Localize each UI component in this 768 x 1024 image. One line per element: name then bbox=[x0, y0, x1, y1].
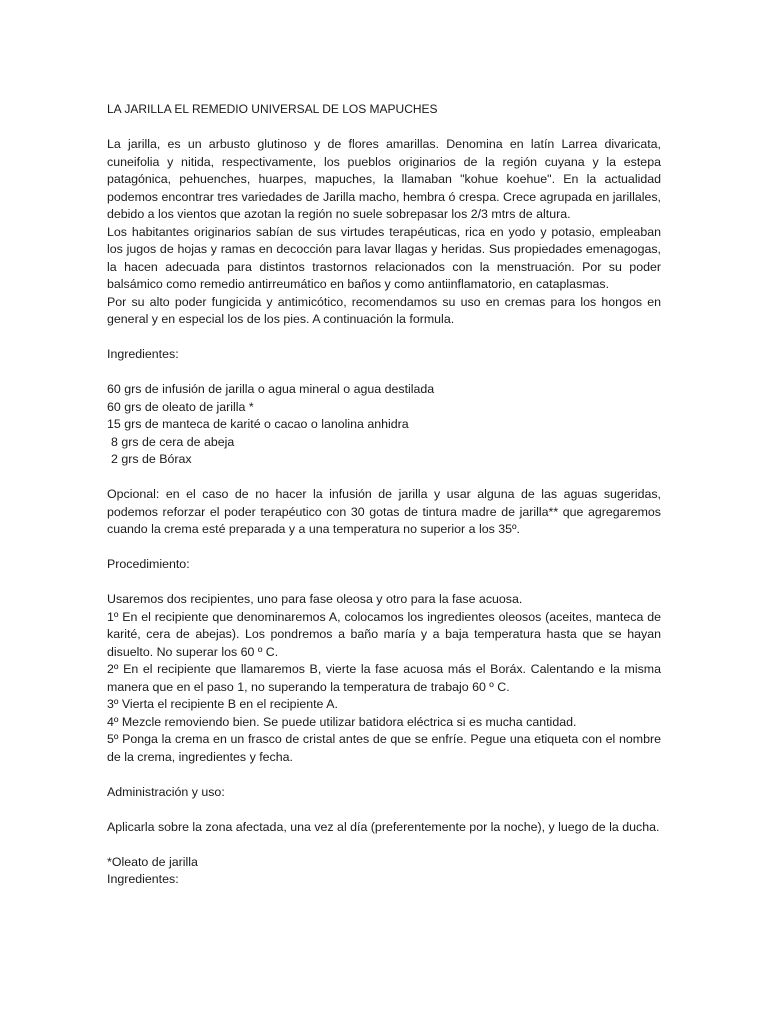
document-title: LA JARILLA EL REMEDIO UNIVERSAL DE LOS MAPUCHES bbox=[107, 102, 438, 116]
spacer bbox=[107, 574, 661, 592]
ingredients-heading: Ingredientes: bbox=[107, 347, 179, 361]
procedure-heading: Procedimiento: bbox=[107, 557, 190, 571]
optional-paragraph: Opcional: en el caso de no hacer la infusión de jarilla y usar alguna de las aguas sugeridas, podemos reforzar el poder terapéutico con 30 gotas de tintura madre de jarilla** que agregaremos cuando la crema esté preparada y a una temperatura no superior a los 35º. bbox=[107, 487, 661, 536]
oleate-heading: *Oleato de jarilla bbox=[107, 854, 198, 869]
usage-heading: Administración y uso: bbox=[107, 784, 225, 799]
spacer bbox=[107, 364, 661, 382]
intro-paragraph-3: Por su alto poder fungicida y antimicótico, recomendamos su uso en cremas para los hongos en general y en especial los de los pies. A continuación la formula. bbox=[107, 294, 661, 326]
ingredient-item: 15 grs de manteca de karité o cacao o lanolina anhidra bbox=[107, 417, 409, 431]
spacer bbox=[107, 329, 661, 347]
ingredient-item: 8 grs de cera de abeja bbox=[111, 434, 235, 449]
oleate-ingredients-heading: Ingredientes: bbox=[107, 872, 179, 886]
ingredients-list bbox=[107, 381, 661, 469]
intro-paragraph-2: Los habitantes originarios sabían de sus virtudes terapéuticas, rica en yodo y potasio, empleaban los jugos de hojas y ramas en decocción para lavar llagas y heridas. Sus propiedades emenagogas, la hacen adecuada para distintos trastornos relacionados con la menstruación. Por su poder balsámico como remedio antirreumático en baños y como antiinflamatorio, en cataplasmas. bbox=[107, 224, 661, 291]
spacer bbox=[107, 469, 661, 487]
intro-paragraph-1: La jarilla, es un arbusto glutinoso y de flores amarillas. Denomina en latín Larrea divaricata, cuneifolia y nitida, respectivamente, los pueblos originarios de la región cuyana y la estepa patagónica, pehuenches, huarpes, mapuches, la llamaban "kohue koehue". En la actualidad podemos encontrar tres variedades de Jarilla macho, hembra ó crespa. Crece agrupada en jarillales, debido a los vientos que azotan la región no suele sobrepasar los 2/3 mtrs de altura. bbox=[107, 137, 661, 221]
document-page bbox=[107, 101, 661, 889]
usage-paragraph: Aplicarla sobre la zona afectada, una vez al día (preferentemente por la noche), y luego de la ducha. bbox=[107, 819, 660, 834]
procedure-step-3: 3º Vierta el recipiente B en el recipiente A. bbox=[107, 697, 338, 711]
procedure-step-1: 1º En el recipiente que denominaremos A, colocamos los ingredientes oleosos (aceites, manteca de karité, cera de abejas). Los pondremos a baño maría y a baja temperatura hasta que se hayan disuelto. No superar los 60 º C. bbox=[107, 609, 661, 659]
ingredient-item: 60 grs de infusión de jarilla o agua mineral o agua destilada bbox=[107, 382, 435, 396]
spacer bbox=[107, 836, 661, 854]
procedure-step-4: 4º Mezcle removiendo bien. Se puede utilizar batidora eléctrica si es mucha cantidad. bbox=[107, 714, 577, 729]
procedure-step-5: 5º Ponga la crema en un frasco de cristal antes de que se enfríe. Pegue una etiqueta con el nombre de la crema, ingredientes y fecha. bbox=[107, 732, 661, 764]
spacer bbox=[107, 766, 661, 784]
spacer bbox=[107, 801, 661, 819]
spacer bbox=[107, 539, 661, 557]
procedure-intro: Usaremos dos recipientes, uno para fase oleosa y otro para la fase acuosa. bbox=[107, 592, 523, 606]
procedure-step-2: 2º En el recipiente que llamaremos B, vierte la fase acuosa más el Boráx. Calentando e la misma manera que en el paso 1, no superando la temperatura de trabajo 60 º C. bbox=[107, 662, 661, 694]
ingredient-item: 60 grs de oleato de jarilla * bbox=[107, 399, 254, 414]
ingredient-item: 2 grs de Bórax bbox=[111, 452, 192, 466]
